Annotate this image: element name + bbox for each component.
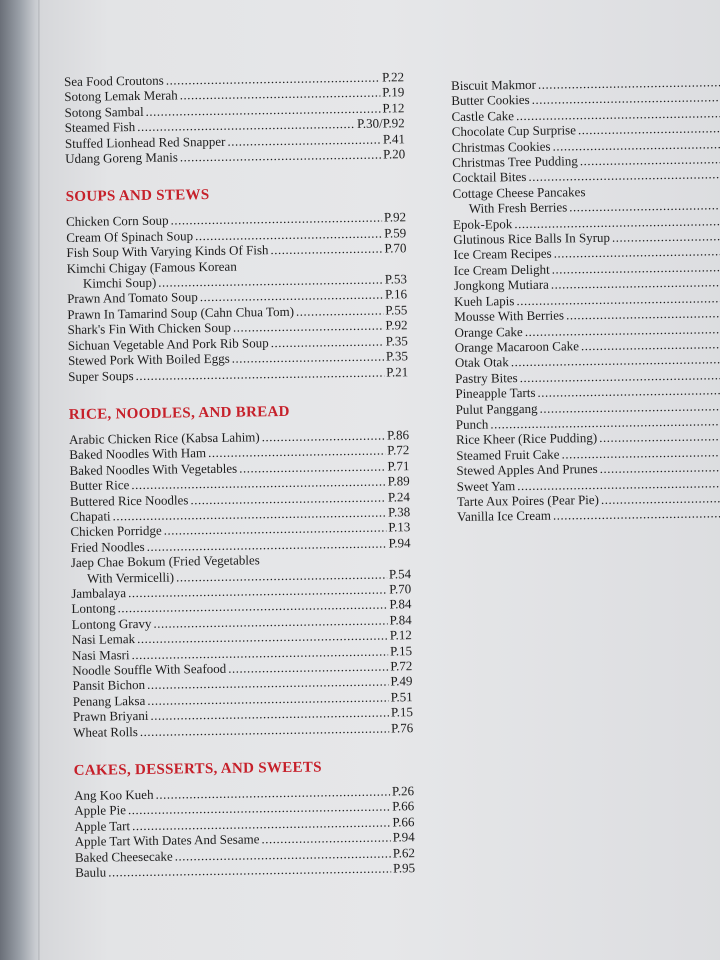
entry-name: Epok-Epok	[452, 215, 513, 232]
entry-name: Super Soups	[68, 367, 134, 384]
entry-name: With Vermicelli)	[86, 569, 175, 586]
page-reference: P.51	[390, 689, 413, 705]
section-heading: CAKES, DESSERTS, AND SWEETS	[73, 759, 322, 779]
dot-leader	[262, 427, 386, 444]
entry-name: Noodle Souffle With Seafood	[72, 660, 227, 678]
entry-name: Baulu	[75, 864, 107, 880]
page-reference: P.35	[385, 332, 408, 349]
page-reference: P.26	[391, 783, 415, 799]
entry-name: Lontong Gravy	[71, 615, 152, 632]
dot-leader	[180, 147, 381, 165]
entry-name: Steamed Fruit Cake	[456, 446, 560, 463]
entry-name: Glutinous Rice Balls In Syrup	[453, 229, 611, 248]
entry-name: Sotong Lemak Merah	[64, 87, 178, 105]
dot-leader	[600, 459, 720, 476]
entry-name: Stewed Pork With Boiled Eggs	[67, 350, 230, 369]
page-reference: P.30/P.92	[356, 115, 405, 132]
dot-leader	[261, 830, 390, 847]
page-reference: P.89	[387, 473, 410, 489]
entry-name: Mousse With Berries	[454, 307, 565, 325]
dot-leader	[599, 428, 720, 445]
page-reference: P.72	[387, 442, 410, 458]
entry-name: Cottage Cheese Pancakes	[452, 183, 586, 201]
entry-name: Otak Otak	[454, 354, 509, 371]
entry-name: Butter Cookies	[451, 92, 530, 109]
page-reference: P.70	[389, 581, 412, 597]
page-reference: P.15	[389, 642, 413, 659]
page-reference: P.72	[390, 658, 413, 674]
entry-name: Pineapple Tarts	[455, 384, 536, 402]
page-reference: P.71	[387, 457, 410, 474]
entry-name: Apple Tart	[74, 817, 131, 834]
page-reference: P.12	[389, 627, 412, 643]
entry-name: Apple Tart With Dates And Sesame	[74, 831, 260, 850]
entry-name: Udang Goreng Manis	[65, 149, 178, 167]
entry-name: Jongkong Mutiara	[453, 276, 549, 294]
entry-name: Pansit Bichon	[72, 677, 146, 694]
entry-name: Stewed Apples And Prunes	[456, 461, 598, 479]
page-reference: P.15	[390, 704, 414, 720]
entry-name: Arabic Chicken Rice (Kabsa Lahim)	[68, 429, 260, 447]
index-page	[40, 0, 720, 960]
entry-name: Cocktail Bites	[452, 169, 527, 186]
entry-name: Sea Food Croutons	[64, 72, 164, 89]
page-reference: P.19	[382, 84, 405, 100]
page-reference: P.94	[388, 534, 411, 551]
dot-leader	[553, 505, 720, 523]
page-reference: P.21	[386, 363, 409, 380]
entry-name: Kueh Lapis	[454, 292, 515, 309]
page-reference: P.12	[382, 100, 405, 116]
entry-name: Chicken Porridge	[70, 523, 162, 540]
dot-leader	[296, 302, 384, 319]
page-reference: P.62	[392, 844, 416, 861]
entry-name: Ice Cream Recipes	[453, 246, 552, 263]
dot-leader	[270, 241, 382, 258]
entry-name: Chocolate Cup Surprise	[451, 122, 577, 140]
entry-name: Baked Noodles With Vegetables	[69, 460, 238, 478]
page-reference: P.53	[384, 271, 407, 287]
page-reference: P.66	[392, 814, 415, 830]
book-spine	[0, 0, 44, 960]
page-reference: P.59	[384, 225, 407, 241]
page-reference: P.38	[387, 504, 411, 520]
entry-name: Nasi Lemak	[71, 631, 136, 648]
entry-name: Pulut Panggang	[455, 400, 538, 417]
dot-leader	[601, 490, 720, 507]
page-reference: P.13	[388, 519, 411, 535]
dot-leader	[140, 720, 390, 739]
entry-name: Apple Pie	[74, 802, 127, 819]
page-reference: P.16	[384, 286, 408, 303]
page-reference: P.84	[389, 596, 412, 612]
entry-name: Butter Rice	[69, 477, 130, 494]
page-reference: P.54	[388, 565, 412, 582]
entry-name: Castle Cake	[451, 107, 515, 124]
entry-name: Lontong	[71, 600, 116, 617]
dot-leader	[271, 333, 384, 350]
entry-name: With Fresh Berries	[468, 199, 568, 217]
page-reference: P.94	[392, 829, 415, 845]
entry-name: Punch	[455, 416, 489, 432]
entry-name: Ang Koo Kueh	[73, 786, 154, 803]
entry-name: Penang Laksa	[72, 692, 146, 709]
dot-leader	[108, 861, 391, 880]
page-reference: P.86	[386, 427, 410, 443]
entry-name: Sweet Yam	[456, 477, 516, 494]
entry-name: Baked Noodles With Ham	[69, 445, 207, 463]
page-reference: P.92	[385, 317, 408, 333]
entry-name: Chapati	[70, 508, 111, 524]
section-heading: SOUPS AND STEWS	[65, 187, 210, 206]
entry-name: Fried Noodles	[70, 538, 145, 555]
entry-name: Prawn And Tomato Soup	[67, 289, 198, 307]
page-reference: P.41	[382, 130, 406, 147]
entry-name: Tarte Aux Poires (Pear Pie)	[456, 491, 600, 509]
entry-name: Chicken Corn Soup	[65, 212, 169, 230]
page-reference: P.95	[392, 860, 416, 876]
entry-name: Sotong Sambal	[64, 103, 144, 120]
left-column	[64, 69, 415, 880]
entry-name: Prawn Briyani	[72, 708, 149, 725]
entry-name: Baked Cheesecake	[74, 848, 173, 865]
entry-name: Buttered Rice Noodles	[69, 491, 189, 509]
entry-name: Kimchi Chigay (Famous Korean	[66, 258, 237, 276]
index-entry	[457, 505, 720, 524]
dot-leader	[612, 228, 720, 245]
entry-name: Christmas Cookies	[451, 138, 551, 155]
entry-name: Ice Cream Delight	[453, 261, 550, 278]
page-reference: P.20	[382, 146, 406, 162]
page-reference: P.70	[384, 240, 407, 256]
page-reference: P.55	[385, 302, 408, 318]
page-reference: P.35	[385, 348, 409, 364]
entry-name: Prawn In Tamarind Soup (Cahn Chua Tom)	[67, 303, 295, 322]
entry-name: Jambalaya	[71, 585, 127, 601]
page-reference: P.49	[390, 673, 413, 689]
entry-name: Christmas Tree Pudding	[452, 153, 578, 171]
entry-name: Sichuan Vegetable And Pork Rib Soup	[67, 334, 269, 353]
entry-name: Rice Kheer (Rice Pudding)	[455, 430, 598, 448]
dot-leader	[581, 336, 720, 354]
dot-leader	[135, 364, 384, 383]
right-column	[451, 74, 720, 525]
entry-name: Stuffed Lionhead Red Snapper	[64, 133, 226, 151]
entry-name: Vanilla Ice Cream	[457, 508, 552, 525]
entry-name: Wheat Rolls	[73, 723, 138, 740]
entry-name: Orange Cake	[454, 323, 523, 340]
entry-name: Orange Macaroon Cake	[454, 338, 580, 355]
section-heading: RICE, NOODLES, AND BREAD	[68, 403, 290, 423]
page-reference: P.76	[391, 719, 414, 736]
page-reference: P.22	[381, 69, 405, 85]
entry-name: Fish Soup With Varying Kinds Of Fish	[66, 242, 269, 261]
entry-name: Kimchi Soup)	[82, 274, 157, 291]
entry-name: Steamed Fish	[64, 119, 136, 136]
page-reference: P.92	[383, 209, 407, 225]
page-reference: P.24	[387, 488, 411, 505]
entry-name: Jaep Chae Bokum (Fried Vegetables	[70, 552, 260, 571]
entry-name: Cream Of Spinach Soup	[66, 228, 194, 245]
entry-name: Pastry Bites	[455, 369, 518, 386]
dot-leader	[528, 166, 720, 184]
page-reference: P.66	[392, 798, 415, 814]
page-reference: P.84	[389, 611, 412, 628]
entry-name: Nasi Masri	[72, 646, 130, 663]
entry-name: Biscuit Makmor	[451, 76, 537, 93]
entry-name: Shark's Fin With Chicken Soup	[67, 319, 232, 338]
